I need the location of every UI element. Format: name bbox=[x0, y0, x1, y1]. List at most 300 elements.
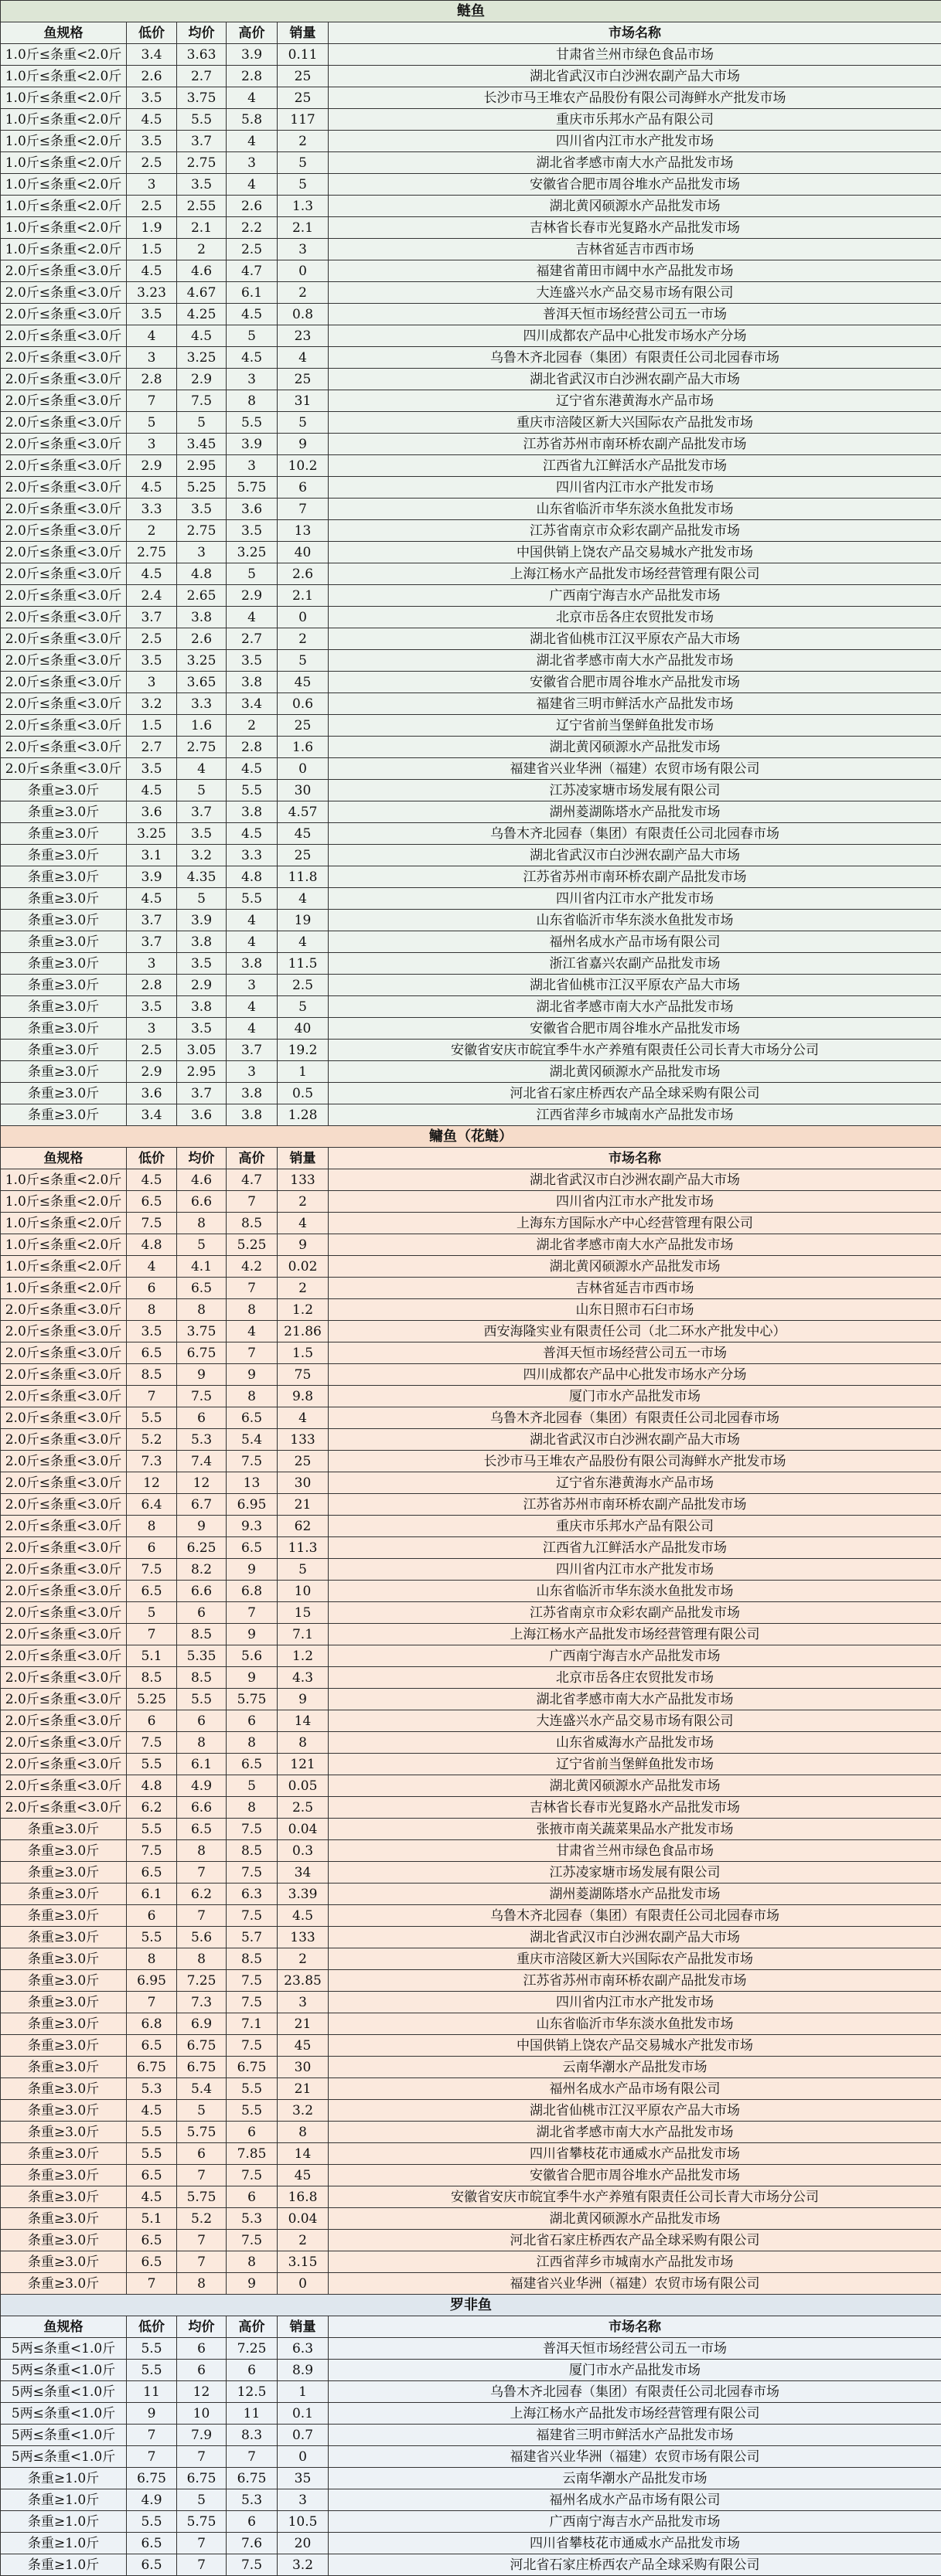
table-row bbox=[1, 1191, 941, 1213]
avg-price-cell: 5 bbox=[177, 780, 227, 801]
low-price-cell: 7 bbox=[127, 2446, 177, 2468]
high-price-cell: 3 bbox=[227, 1061, 278, 1083]
table-row bbox=[1, 2186, 941, 2208]
market-name-cell: 江西省萍乡市城南水产品批发市场 bbox=[329, 1104, 941, 1126]
avg-price-cell: 3.65 bbox=[177, 672, 227, 693]
spec-cell: 条重≥3.0斤 bbox=[1, 1862, 127, 1884]
market-name-cell: 江苏凌家塘市场发展有限公司 bbox=[329, 780, 941, 801]
avg-price-cell: 2.75 bbox=[177, 737, 227, 758]
high-price-cell: 6.75 bbox=[227, 2057, 278, 2078]
high-price-cell: 7.25 bbox=[227, 2338, 278, 2360]
table-row bbox=[1, 520, 941, 542]
avg-price-cell: 5.75 bbox=[177, 2122, 227, 2143]
spec-cell: 5两≤条重<1.0斤 bbox=[1, 2381, 127, 2403]
avg-price-cell: 8 bbox=[177, 1213, 227, 1234]
high-price-cell: 6.5 bbox=[227, 1537, 278, 1559]
market-name-cell: 上海江杨水产品批发市场经营管理有限公司 bbox=[329, 2403, 941, 2425]
high-price-cell: 4 bbox=[227, 607, 278, 628]
avg-price-cell: 4 bbox=[177, 758, 227, 780]
market-name-cell: 福建省兴业华洲（福建）农贸市场有限公司 bbox=[329, 758, 941, 780]
low-price-cell: 2.8 bbox=[127, 369, 177, 390]
market-name-cell: 四川省内江市水产批发市场 bbox=[329, 131, 941, 152]
market-name-cell: 湖北黄冈硕源水产品批发市场 bbox=[329, 2208, 941, 2230]
market-name-cell: 山东日照市石臼市场 bbox=[329, 1299, 941, 1321]
market-name-cell: 张掖市南关蔬菜果品水产批发市场 bbox=[329, 1819, 941, 1840]
avg-price-cell: 5.25 bbox=[177, 477, 227, 499]
market-name-cell: 福建省莆田市阔中水产品批发市场 bbox=[329, 260, 941, 282]
market-name-cell: 四川省内江市水产批发市场 bbox=[329, 1191, 941, 1213]
volume-cell: 75 bbox=[278, 1364, 329, 1386]
market-name-cell: 四川省攀枝花市通威水产品批发市场 bbox=[329, 2143, 941, 2165]
avg-price-cell: 3.5 bbox=[177, 1018, 227, 1040]
low-price-cell: 4.8 bbox=[127, 1234, 177, 1256]
high-price-cell: 5.5 bbox=[227, 412, 278, 434]
market-name-cell: 福建省三明市鲜活水产品批发市场 bbox=[329, 693, 941, 715]
avg-price-cell: 5 bbox=[177, 2489, 227, 2511]
low-price-cell: 6.2 bbox=[127, 1797, 177, 1819]
low-price-cell: 4 bbox=[127, 1256, 177, 1278]
market-header: 市场名称 bbox=[329, 22, 941, 44]
low-price-cell: 12 bbox=[127, 1472, 177, 1494]
high-price-cell: 6.95 bbox=[227, 1494, 278, 1516]
table-row bbox=[1, 325, 941, 347]
avg-price-cell: 5.5 bbox=[177, 109, 227, 131]
spec-cell: 条重≥3.0斤 bbox=[1, 2122, 127, 2143]
spec-cell: 2.0斤≤条重<3.0斤 bbox=[1, 628, 127, 650]
avg-price-cell: 2.75 bbox=[177, 152, 227, 174]
spec-cell: 条重≥3.0斤 bbox=[1, 2143, 127, 2165]
table-row bbox=[1, 1797, 941, 1819]
spec-cell: 2.0斤≤条重<3.0斤 bbox=[1, 347, 127, 369]
high-price-cell: 4 bbox=[227, 1018, 278, 1040]
low-price-cell: 8.5 bbox=[127, 1364, 177, 1386]
table-row bbox=[1, 1948, 941, 1970]
volume-cell: 2 bbox=[278, 282, 329, 304]
avg-price-cell: 5 bbox=[177, 412, 227, 434]
low-price-cell: 6.5 bbox=[127, 2230, 177, 2251]
volume-cell: 3.15 bbox=[278, 2251, 329, 2273]
low-price-cell: 6.5 bbox=[127, 2165, 177, 2186]
table-row bbox=[1, 412, 941, 434]
spec-cell: 2.0斤≤条重<3.0斤 bbox=[1, 1407, 127, 1429]
market-name-cell: 广西南宁海吉水产品批发市场 bbox=[329, 1645, 941, 1667]
table-row bbox=[1, 1407, 941, 1429]
high-price-cell: 7.5 bbox=[227, 1992, 278, 2013]
section-title: 鲢鱼 bbox=[1, 1, 941, 22]
spec-cell: 2.0斤≤条重<3.0斤 bbox=[1, 715, 127, 737]
section-tilapia bbox=[1, 2295, 941, 2576]
high-price-cell: 9 bbox=[227, 1559, 278, 1581]
spec-cell: 2.0斤≤条重<3.0斤 bbox=[1, 1797, 127, 1819]
spec-cell: 条重≥3.0斤 bbox=[1, 823, 127, 845]
low-price-cell: 6 bbox=[127, 1278, 177, 1299]
table-row bbox=[1, 1256, 941, 1278]
market-name-cell: 安徽省安庆市皖宜季牛水产养殖有限责任公司长青大市场分公司 bbox=[329, 1040, 941, 1061]
spec-cell: 2.0斤≤条重<3.0斤 bbox=[1, 650, 127, 672]
high-price-cell: 7.5 bbox=[227, 1905, 278, 1927]
table-row bbox=[1, 1516, 941, 1537]
high-price-cell: 8.5 bbox=[227, 1948, 278, 1970]
volume-cell: 1 bbox=[278, 1061, 329, 1083]
spec-cell: 2.0斤≤条重<3.0斤 bbox=[1, 585, 127, 607]
market-name-cell: 湖北省仙桃市江汉平原农产品大市场 bbox=[329, 975, 941, 996]
low-price-cell: 6.5 bbox=[127, 2251, 177, 2273]
table-row bbox=[1, 260, 941, 282]
market-name-cell: 辽宁省前当堡鲜鱼批发市场 bbox=[329, 1754, 941, 1775]
table-row bbox=[1, 2035, 941, 2057]
market-name-cell: 广西南宁海吉水产品批发市场 bbox=[329, 2511, 941, 2533]
spec-cell: 1.0斤≤条重<2.0斤 bbox=[1, 44, 127, 66]
high-price-cell: 8.5 bbox=[227, 1840, 278, 1862]
table-row bbox=[1, 196, 941, 217]
spec-cell: 2.0斤≤条重<3.0斤 bbox=[1, 542, 127, 563]
avg-price-cell: 3.25 bbox=[177, 650, 227, 672]
low-price-cell: 7 bbox=[127, 390, 177, 412]
market-name-cell: 吉林省延吉市西市场 bbox=[329, 1278, 941, 1299]
high-price-cell: 5.5 bbox=[227, 888, 278, 910]
market-name-cell: 湖北黄冈硕源水产品批发市场 bbox=[329, 1061, 941, 1083]
high-price-cell: 3 bbox=[227, 369, 278, 390]
avg-price-cell: 4.8 bbox=[177, 563, 227, 585]
volume-cell: 8.9 bbox=[278, 2360, 329, 2381]
market-name-cell: 吉林省长春市光复路水产品批发市场 bbox=[329, 1797, 941, 1819]
volume-cell: 9.8 bbox=[278, 1386, 329, 1407]
market-name-cell: 四川成都农产品中心批发市场水产分场 bbox=[329, 325, 941, 347]
market-name-cell: 乌鲁木齐北园春（集团）有限责任公司北园春市场 bbox=[329, 347, 941, 369]
high-price-cell: 3.3 bbox=[227, 845, 278, 866]
high-price-cell: 5.3 bbox=[227, 2208, 278, 2230]
low-price-cell: 6.5 bbox=[127, 1862, 177, 1884]
section-title-row bbox=[1, 1, 941, 22]
market-name-cell: 四川省内江市水产批发市场 bbox=[329, 1992, 941, 2013]
high-price-cell: 3.5 bbox=[227, 520, 278, 542]
low-price-cell: 4.5 bbox=[127, 2186, 177, 2208]
header-row bbox=[1, 1148, 941, 1169]
avg-price-cell: 2.7 bbox=[177, 66, 227, 87]
spec-cell: 1.0斤≤条重<2.0斤 bbox=[1, 1169, 127, 1191]
low-price-cell: 3.7 bbox=[127, 910, 177, 931]
section-title-row bbox=[1, 1126, 941, 1148]
spec-cell: 5两≤条重<1.0斤 bbox=[1, 2403, 127, 2425]
table-row bbox=[1, 347, 941, 369]
low-price-cell: 7 bbox=[127, 1624, 177, 1645]
spec-cell: 条重≥3.0斤 bbox=[1, 953, 127, 975]
spec-cell: 2.0斤≤条重<3.0斤 bbox=[1, 1472, 127, 1494]
high-price-cell: 7.1 bbox=[227, 2013, 278, 2035]
table-row bbox=[1, 2165, 941, 2186]
spec-cell: 2.0斤≤条重<3.0斤 bbox=[1, 1451, 127, 1472]
high-price-cell: 6.5 bbox=[227, 1407, 278, 1429]
low-price-cell: 4.5 bbox=[127, 563, 177, 585]
volume-cell: 30 bbox=[278, 1472, 329, 1494]
volume-cell: 9 bbox=[278, 434, 329, 455]
table-row bbox=[1, 66, 941, 87]
avg-price-cell: 6 bbox=[177, 1602, 227, 1624]
table-row bbox=[1, 152, 941, 174]
table-row bbox=[1, 607, 941, 628]
market-name-cell: 山东省临沂市华东淡水鱼批发市场 bbox=[329, 2013, 941, 2035]
avg-price-header: 均价 bbox=[177, 22, 227, 44]
table-row bbox=[1, 455, 941, 477]
market-name-cell: 江苏省苏州市南环桥农副产品批发市场 bbox=[329, 866, 941, 888]
volume-cell: 45 bbox=[278, 672, 329, 693]
high-price-cell: 4 bbox=[227, 910, 278, 931]
market-header: 市场名称 bbox=[329, 1148, 941, 1169]
spec-cell: 1.0斤≤条重<2.0斤 bbox=[1, 109, 127, 131]
volume-cell: 3.39 bbox=[278, 1884, 329, 1905]
avg-price-cell: 4.25 bbox=[177, 304, 227, 325]
spec-cell: 1.0斤≤条重<2.0斤 bbox=[1, 196, 127, 217]
volume-cell: 2.6 bbox=[278, 563, 329, 585]
high-price-cell: 5.75 bbox=[227, 1689, 278, 1710]
table-row bbox=[1, 2533, 941, 2554]
low-price-cell: 7.5 bbox=[127, 1840, 177, 1862]
volume-cell: 0.5 bbox=[278, 1083, 329, 1104]
table-row bbox=[1, 1927, 941, 1948]
volume-cell: 25 bbox=[278, 845, 329, 866]
high-price-cell: 8.5 bbox=[227, 1213, 278, 1234]
volume-cell: 30 bbox=[278, 780, 329, 801]
market-name-cell: 甘肃省兰州市绿色食品市场 bbox=[329, 1840, 941, 1862]
low-price-cell: 7.5 bbox=[127, 1732, 177, 1754]
volume-cell: 7 bbox=[278, 499, 329, 520]
avg-price-cell: 2.55 bbox=[177, 196, 227, 217]
spec-cell: 2.0斤≤条重<3.0斤 bbox=[1, 607, 127, 628]
spec-cell: 2.0斤≤条重<3.0斤 bbox=[1, 1516, 127, 1537]
high-price-cell: 3 bbox=[227, 152, 278, 174]
volume-cell: 1.6 bbox=[278, 737, 329, 758]
high-price-cell: 4.5 bbox=[227, 347, 278, 369]
spec-cell: 条重≥3.0斤 bbox=[1, 780, 127, 801]
market-name-cell: 湖北省武汉市白沙洲农副产品大市场 bbox=[329, 1927, 941, 1948]
avg-price-cell: 9 bbox=[177, 1364, 227, 1386]
high-price-cell: 4.7 bbox=[227, 1169, 278, 1191]
high-price-cell: 7.5 bbox=[227, 2165, 278, 2186]
market-name-cell: 江西省九江鲜活水产品批发市场 bbox=[329, 455, 941, 477]
spec-cell: 2.0斤≤条重<3.0斤 bbox=[1, 563, 127, 585]
volume-cell: 1 bbox=[278, 2381, 329, 2403]
market-name-cell: 北京市岳各庄农贸批发市场 bbox=[329, 1667, 941, 1689]
high-price-cell: 3.8 bbox=[227, 953, 278, 975]
high-price-cell: 4 bbox=[227, 174, 278, 196]
market-name-cell: 福建省兴业华洲（福建）农贸市场有限公司 bbox=[329, 2446, 941, 2468]
volume-cell: 45 bbox=[278, 823, 329, 845]
market-name-cell: 普洱天恒市场经营公司五一市场 bbox=[329, 2338, 941, 2360]
market-name-cell: 江苏省南京市众彩农副产品批发市场 bbox=[329, 1602, 941, 1624]
avg-price-cell: 3.75 bbox=[177, 1321, 227, 1342]
volume-cell: 15 bbox=[278, 1602, 329, 1624]
low-price-cell: 6 bbox=[127, 1905, 177, 1927]
volume-cell: 25 bbox=[278, 369, 329, 390]
avg-price-cell: 2.75 bbox=[177, 520, 227, 542]
high-price-cell: 2 bbox=[227, 715, 278, 737]
spec-cell: 2.0斤≤条重<3.0斤 bbox=[1, 1494, 127, 1516]
high-price-cell: 3.9 bbox=[227, 434, 278, 455]
section-title-row bbox=[1, 2295, 941, 2316]
volume-cell: 31 bbox=[278, 390, 329, 412]
market-name-cell: 江苏省南京市众彩农副产品批发市场 bbox=[329, 520, 941, 542]
volume-cell: 19.2 bbox=[278, 1040, 329, 1061]
high-price-cell: 4.5 bbox=[227, 304, 278, 325]
low-price-cell: 5.5 bbox=[127, 2511, 177, 2533]
market-name-cell: 浙江省嘉兴农副产品批发市场 bbox=[329, 953, 941, 975]
high-price-cell: 3.8 bbox=[227, 1083, 278, 1104]
spec-cell: 2.0斤≤条重<3.0斤 bbox=[1, 1299, 127, 1321]
volume-cell: 45 bbox=[278, 2035, 329, 2057]
avg-price-cell: 6.75 bbox=[177, 2057, 227, 2078]
spec-cell: 条重≥3.0斤 bbox=[1, 866, 127, 888]
table-row bbox=[1, 1624, 941, 1645]
table-row bbox=[1, 2403, 941, 2425]
avg-price-cell: 6 bbox=[177, 2338, 227, 2360]
market-name-cell: 安徽省合肥市周谷堆水产品批发市场 bbox=[329, 174, 941, 196]
spec-cell: 2.0斤≤条重<3.0斤 bbox=[1, 1321, 127, 1342]
table-row bbox=[1, 2230, 941, 2251]
high-price-cell: 7 bbox=[227, 2446, 278, 2468]
volume-cell: 21 bbox=[278, 1494, 329, 1516]
high-price-cell: 3.8 bbox=[227, 801, 278, 823]
spec-cell: 条重≥3.0斤 bbox=[1, 1083, 127, 1104]
section-title: 鳙鱼（花鲢） bbox=[1, 1126, 941, 1148]
low-price-cell: 1.5 bbox=[127, 715, 177, 737]
spec-cell: 1.0斤≤条重<2.0斤 bbox=[1, 152, 127, 174]
low-price-cell: 3.7 bbox=[127, 931, 177, 953]
low-price-cell: 2.5 bbox=[127, 628, 177, 650]
market-name-cell: 湖北省孝感市南大水产品批发市场 bbox=[329, 2122, 941, 2143]
market-name-cell: 上海江杨水产品批发市场经营管理有限公司 bbox=[329, 1624, 941, 1645]
table-row bbox=[1, 910, 941, 931]
low-price-cell: 3.5 bbox=[127, 304, 177, 325]
avg-price-cell: 6 bbox=[177, 1407, 227, 1429]
spec-cell: 条重≥3.0斤 bbox=[1, 910, 127, 931]
avg-price-cell: 8.5 bbox=[177, 1667, 227, 1689]
volume-cell: 40 bbox=[278, 1018, 329, 1040]
avg-price-cell: 6.9 bbox=[177, 2013, 227, 2035]
market-name-cell: 重庆市涪陵区新大兴国际农产品批发市场 bbox=[329, 1948, 941, 1970]
high-price-cell: 3.4 bbox=[227, 693, 278, 715]
avg-price-cell: 6.2 bbox=[177, 1884, 227, 1905]
volume-cell: 2.1 bbox=[278, 585, 329, 607]
spec-cell: 条重≥1.0斤 bbox=[1, 2468, 127, 2489]
avg-price-cell: 2.95 bbox=[177, 1061, 227, 1083]
volume-cell: 1.5 bbox=[278, 1342, 329, 1364]
volume-cell: 0.3 bbox=[278, 1840, 329, 1862]
market-name-cell: 中国供销上饶农产品交易城水产批发市场 bbox=[329, 542, 941, 563]
low-price-cell: 5.5 bbox=[127, 2338, 177, 2360]
high-price-header: 高价 bbox=[227, 2316, 278, 2338]
volume-cell: 0.04 bbox=[278, 2208, 329, 2230]
spec-cell: 条重≥3.0斤 bbox=[1, 1018, 127, 1040]
low-price-header: 低价 bbox=[127, 1148, 177, 1169]
market-name-cell: 重庆市乐邦水产品有限公司 bbox=[329, 109, 941, 131]
table-row bbox=[1, 2511, 941, 2533]
table-row bbox=[1, 390, 941, 412]
avg-price-cell: 3.3 bbox=[177, 693, 227, 715]
low-price-cell: 5.2 bbox=[127, 1429, 177, 1451]
market-name-cell: 西安海隆实业有限责任公司（北二环水产批发中心） bbox=[329, 1321, 941, 1342]
spec-cell: 2.0斤≤条重<3.0斤 bbox=[1, 477, 127, 499]
high-price-cell: 3 bbox=[227, 975, 278, 996]
low-price-header: 低价 bbox=[127, 2316, 177, 2338]
avg-price-cell: 5 bbox=[177, 1234, 227, 1256]
market-name-cell: 吉林省长春市光复路水产品批发市场 bbox=[329, 217, 941, 239]
volume-cell: 5 bbox=[278, 174, 329, 196]
low-price-cell: 3 bbox=[127, 434, 177, 455]
low-price-cell: 4.5 bbox=[127, 477, 177, 499]
avg-price-cell: 7 bbox=[177, 2230, 227, 2251]
high-price-cell: 6 bbox=[227, 2511, 278, 2533]
avg-price-cell: 7 bbox=[177, 2446, 227, 2468]
low-price-cell: 5 bbox=[127, 412, 177, 434]
low-price-cell: 6 bbox=[127, 1537, 177, 1559]
spec-cell: 条重≥3.0斤 bbox=[1, 1819, 127, 1840]
market-name-cell: 四川省内江市水产批发市场 bbox=[329, 888, 941, 910]
high-price-cell: 6.75 bbox=[227, 2468, 278, 2489]
spec-cell: 2.0斤≤条重<3.0斤 bbox=[1, 520, 127, 542]
low-price-cell: 5.3 bbox=[127, 2078, 177, 2100]
spec-cell: 2.0斤≤条重<3.0斤 bbox=[1, 1710, 127, 1732]
high-price-cell: 9 bbox=[227, 2273, 278, 2295]
spec-cell: 条重≥3.0斤 bbox=[1, 996, 127, 1018]
table-row bbox=[1, 1840, 941, 1862]
spec-cell: 1.0斤≤条重<2.0斤 bbox=[1, 174, 127, 196]
avg-price-header: 均价 bbox=[177, 2316, 227, 2338]
avg-price-cell: 5.6 bbox=[177, 1927, 227, 1948]
spec-header: 鱼规格 bbox=[1, 1148, 127, 1169]
spec-cell: 条重≥3.0斤 bbox=[1, 1905, 127, 1927]
table-row bbox=[1, 628, 941, 650]
table-row bbox=[1, 217, 941, 239]
spec-cell: 1.0斤≤条重<2.0斤 bbox=[1, 1191, 127, 1213]
table-row bbox=[1, 1970, 941, 1992]
high-price-cell: 5 bbox=[227, 325, 278, 347]
high-price-cell: 2.9 bbox=[227, 585, 278, 607]
low-price-cell: 5.25 bbox=[127, 1689, 177, 1710]
market-name-cell: 四川省内江市水产批发市场 bbox=[329, 1559, 941, 1581]
low-price-cell: 3.7 bbox=[127, 607, 177, 628]
high-price-cell: 3.25 bbox=[227, 542, 278, 563]
volume-cell: 3.2 bbox=[278, 2554, 329, 2576]
table-row bbox=[1, 1429, 941, 1451]
volume-header: 销量 bbox=[278, 2316, 329, 2338]
table-row bbox=[1, 801, 941, 823]
low-price-cell: 5.5 bbox=[127, 1754, 177, 1775]
table-row bbox=[1, 282, 941, 304]
table-row bbox=[1, 737, 941, 758]
avg-price-cell: 3.25 bbox=[177, 347, 227, 369]
spec-cell: 1.0斤≤条重<2.0斤 bbox=[1, 131, 127, 152]
spec-cell: 条重≥3.0斤 bbox=[1, 1884, 127, 1905]
low-price-cell: 7 bbox=[127, 1386, 177, 1407]
high-price-cell: 6.5 bbox=[227, 1754, 278, 1775]
volume-cell: 4 bbox=[278, 888, 329, 910]
market-name-cell: 湖北省武汉市白沙洲农副产品大市场 bbox=[329, 1429, 941, 1451]
table-row bbox=[1, 1213, 941, 1234]
high-price-cell: 4.5 bbox=[227, 823, 278, 845]
high-price-cell: 6.3 bbox=[227, 1884, 278, 1905]
avg-price-cell: 6.6 bbox=[177, 1797, 227, 1819]
spec-cell: 2.0斤≤条重<3.0斤 bbox=[1, 693, 127, 715]
market-name-cell: 北京市岳各庄农贸批发市场 bbox=[329, 607, 941, 628]
low-price-cell: 3.1 bbox=[127, 845, 177, 866]
spec-cell: 2.0斤≤条重<3.0斤 bbox=[1, 1581, 127, 1602]
market-name-cell: 福州名成水产品市场有限公司 bbox=[329, 2078, 941, 2100]
spec-cell: 2.0斤≤条重<3.0斤 bbox=[1, 499, 127, 520]
high-price-cell: 8 bbox=[227, 1732, 278, 1754]
table-row bbox=[1, 1321, 941, 1342]
volume-cell: 4 bbox=[278, 931, 329, 953]
spec-cell: 条重≥1.0斤 bbox=[1, 2511, 127, 2533]
